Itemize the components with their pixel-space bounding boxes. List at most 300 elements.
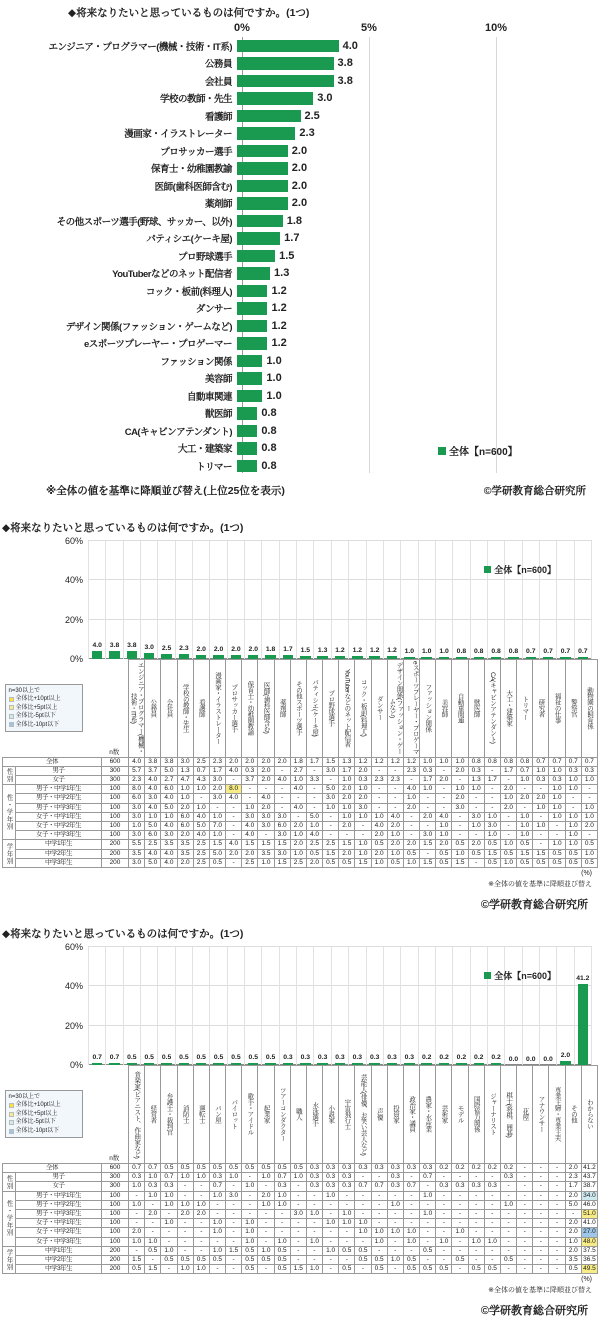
- table-cell: -: [403, 1173, 419, 1182]
- table-cell: 2.5: [306, 840, 322, 849]
- table-cell: -: [371, 1200, 387, 1209]
- row-label: 女子: [16, 1182, 102, 1191]
- table-cell: -: [161, 1265, 177, 1274]
- table-cell: 1.3: [468, 775, 484, 784]
- table-cell: -: [549, 1182, 565, 1191]
- value-label: 1.2: [335, 647, 345, 655]
- legend-label: 全体【n=600】: [449, 447, 518, 458]
- table-cell: 1.0: [500, 840, 516, 849]
- bar-track: [237, 282, 600, 300]
- column-header-text: 運転士: [197, 1105, 205, 1124]
- row-label: 中学1年生: [16, 840, 102, 849]
- column: [401, 947, 418, 1065]
- table-cell: 2.0: [468, 840, 484, 849]
- row-label: 女子・中学3年生: [16, 1237, 102, 1246]
- table-cell: 0.8: [484, 757, 500, 766]
- table-cell: 1.0: [565, 831, 581, 840]
- table-cell: 0.5: [452, 1255, 468, 1264]
- bar-track: [237, 230, 600, 248]
- table-cell: 0.3: [387, 1173, 403, 1182]
- table-cell: -: [452, 1219, 468, 1228]
- column-header-text: 大工・建築家: [505, 690, 513, 726]
- bar: [421, 1063, 431, 1065]
- n-value: 100: [102, 785, 129, 794]
- table-cell: 0.3: [339, 1173, 355, 1182]
- value-label: 0.3: [352, 1054, 363, 1062]
- table-cell: 1.0: [452, 1228, 468, 1237]
- table-cell: 1.0: [339, 812, 355, 821]
- bar-row: [0, 265, 600, 283]
- table-cell: 1.0: [517, 775, 533, 784]
- value-label: 3.8: [109, 642, 120, 650]
- table-cell: 0.5: [484, 840, 500, 849]
- row-label: 男子・中学2年生: [16, 1200, 102, 1209]
- table-cell: -: [339, 1237, 355, 1246]
- table-cell: 0.5: [274, 1255, 290, 1264]
- bar: [237, 390, 262, 403]
- column-header: [193, 659, 209, 757]
- table-cell: -: [387, 1237, 403, 1246]
- table-cell: -: [339, 1228, 355, 1237]
- value-label: 1.2: [271, 284, 287, 297]
- table-cell: 8.0: [226, 785, 242, 794]
- table-cell: -: [226, 1228, 242, 1237]
- table-cell: -: [387, 1246, 403, 1255]
- bar: [144, 1063, 154, 1065]
- row-label: 女子: [16, 775, 102, 784]
- table-cell: -: [500, 812, 516, 821]
- table-cell: 3.0: [274, 812, 290, 821]
- table-cell: -: [387, 803, 403, 812]
- table-cell: -: [274, 785, 290, 794]
- table-cell: 0.3: [323, 1173, 339, 1182]
- table-cell: -: [371, 1191, 387, 1200]
- table-cell: 1.0: [565, 840, 581, 849]
- bar-track: [237, 37, 600, 55]
- column: [367, 541, 384, 659]
- y-tick-20: 20%: [64, 1020, 83, 1031]
- row-label: 中学2年生: [16, 1255, 102, 1264]
- category-label: 自動車関連: [186, 391, 232, 403]
- bar: [560, 1061, 570, 1065]
- table-cell: 1.0: [339, 803, 355, 812]
- bar: [317, 1063, 327, 1065]
- table-cell: -: [355, 831, 371, 840]
- table-cell: 1.0: [323, 1246, 339, 1255]
- table-row: [3, 1209, 598, 1218]
- table-cell: 4.0: [193, 831, 209, 840]
- column-header: [209, 659, 225, 757]
- n-value: 600: [102, 1163, 129, 1172]
- value-label: 0.0: [526, 1055, 536, 1063]
- table-cell: 1.0: [177, 1265, 193, 1274]
- bar-track: [237, 387, 600, 405]
- table-cell: -: [161, 1209, 177, 1218]
- column: [471, 541, 488, 659]
- table-cell: 0.7: [145, 1163, 161, 1172]
- table-cell: 2.0: [565, 1246, 581, 1255]
- column: [557, 947, 574, 1065]
- table-cell: -: [290, 1228, 306, 1237]
- column: [314, 541, 331, 659]
- table-cell: -: [193, 1237, 209, 1246]
- table-cell: 1.0: [339, 1209, 355, 1218]
- table-cell: -: [436, 794, 452, 803]
- table-row: [3, 1182, 598, 1191]
- table-cell: 3.0: [452, 803, 468, 812]
- category-label: ダンサー: [195, 304, 232, 316]
- table-cell: -: [290, 1191, 306, 1200]
- table-cell: 1.5: [226, 1246, 242, 1255]
- table-cell: 0.3: [161, 1182, 177, 1191]
- column-header: [436, 659, 452, 757]
- n-value: 100: [102, 821, 129, 830]
- legend: [484, 969, 556, 982]
- column-header: [387, 659, 403, 757]
- table-cell: 1.0: [452, 849, 468, 858]
- table-cell: -: [177, 1237, 193, 1246]
- column-header-text: 投資家: [391, 1105, 399, 1124]
- bar: [237, 75, 334, 88]
- bar: [237, 40, 339, 53]
- table-cell: 3.0: [129, 831, 145, 840]
- table-cell: -: [371, 803, 387, 812]
- category-label: その他スポーツ選手(野球、サッカー、以外): [56, 216, 232, 228]
- table-cell: 1.0: [209, 1246, 225, 1255]
- column-header: [355, 659, 371, 757]
- table-cell: -: [226, 821, 242, 830]
- table-cell: -: [517, 1246, 533, 1255]
- table-cell: 4.0: [145, 803, 161, 812]
- column-header-text: 花屋: [521, 1108, 529, 1121]
- table-cell: -: [549, 1237, 565, 1246]
- table-cell: -: [355, 1209, 371, 1218]
- table-cell: 1.5: [145, 1265, 161, 1274]
- n-value: 100: [102, 1219, 129, 1228]
- column: [193, 541, 210, 659]
- column: [419, 541, 436, 659]
- table-cell: 1.0: [403, 794, 419, 803]
- table-cell: 1.0: [517, 821, 533, 830]
- bar-row: [0, 160, 600, 178]
- table-cell: -: [145, 1200, 161, 1209]
- table-cell: -: [533, 1173, 549, 1182]
- table-cell: 4.0: [258, 794, 274, 803]
- value-label: 3.8: [337, 57, 353, 70]
- table-cell: 2.0: [355, 766, 371, 775]
- table-cell: 1.0: [549, 785, 565, 794]
- column: [401, 541, 418, 659]
- table-cell: 49.5: [583, 1265, 596, 1273]
- table-cell: -: [306, 766, 322, 775]
- credit: ©学研教育総合研究所: [483, 484, 586, 497]
- column-header-text: モデル: [456, 1105, 464, 1124]
- bar: [421, 657, 431, 659]
- table-cell: -: [500, 1246, 516, 1255]
- table-cell: 0.3: [420, 1163, 436, 1172]
- table-cell: 0.3: [484, 1182, 500, 1191]
- table-row: [3, 1228, 598, 1237]
- table-cell: 3.0: [484, 821, 500, 830]
- n-value: 100: [102, 794, 129, 803]
- column-header: [371, 1065, 387, 1163]
- value-label: 0.8: [508, 647, 519, 655]
- threshold-legend-label: 全体比-5pt以下: [15, 713, 56, 719]
- table-cell: 2.5: [242, 858, 258, 867]
- table-cell: -: [452, 1191, 468, 1200]
- table-cell: 38.7: [583, 1182, 596, 1190]
- column-header-text: 専業主婦・専業主夫: [553, 1087, 561, 1142]
- table-cell: 0.5: [161, 1163, 177, 1172]
- table-cell: -: [484, 1246, 500, 1255]
- table-cell: 1.0: [242, 1182, 258, 1191]
- table-cell: -: [339, 1191, 355, 1200]
- column-header-text: 獣医師: [472, 699, 480, 717]
- table-cell: 0.5: [355, 1246, 371, 1255]
- sort-note: ※全体の値を基準に降順並び替え: [488, 1287, 592, 1295]
- table-cell: 1.7: [209, 766, 225, 775]
- value-label: 0.8: [491, 647, 501, 655]
- table-cell: 1.0: [258, 1200, 274, 1209]
- table-cell: 1.0: [533, 803, 549, 812]
- column-header: [468, 659, 484, 757]
- value-label: 2.3: [179, 644, 189, 652]
- table-cell: -: [209, 1200, 225, 1209]
- table-cell: -: [533, 1219, 549, 1228]
- table-cell: 1.0: [436, 831, 452, 840]
- legend-swatch-icon: [9, 1103, 14, 1108]
- column-header: [258, 659, 274, 757]
- table-corner: [3, 1065, 102, 1163]
- table-cell: -: [242, 1200, 258, 1209]
- table-cell: -: [290, 1237, 306, 1246]
- value-label: 1.8: [286, 214, 303, 227]
- column-header: [387, 1065, 403, 1163]
- table-cell: 1.5: [209, 840, 225, 849]
- column: [228, 541, 245, 659]
- bar: [161, 654, 171, 659]
- table-cell: -: [533, 1191, 549, 1200]
- table-cell: 4.0: [145, 775, 161, 784]
- value-label: 1.0: [266, 389, 282, 402]
- table-cell: -: [452, 831, 468, 840]
- plot-area: [64, 535, 592, 664]
- value-label: 0.8: [261, 424, 277, 437]
- table-cell: -: [549, 1246, 565, 1255]
- value-label: 1.5: [300, 646, 311, 654]
- y-tick-20: 20%: [64, 614, 83, 625]
- table-body: [3, 757, 598, 867]
- group-label: [3, 840, 16, 868]
- table-cell: -: [323, 775, 339, 784]
- table-cell: -: [323, 812, 339, 821]
- table-cell: -: [258, 785, 274, 794]
- survey-chart-breakdown-2: [0, 918, 600, 1320]
- table-cell: 1.5: [517, 849, 533, 858]
- table-cell: 2.0: [371, 849, 387, 858]
- table-cell: 3.7: [145, 766, 161, 775]
- value-label: 1.2: [369, 647, 380, 655]
- value-label: 0.3: [369, 1054, 380, 1062]
- column-header: [339, 659, 355, 757]
- row-label: 中学1年生: [16, 1246, 102, 1255]
- value-label: 1.0: [266, 372, 282, 385]
- table-cell: 0.5: [500, 849, 516, 858]
- bar: [237, 285, 267, 298]
- n-label: n数: [109, 748, 120, 756]
- table-cell: 4.0: [242, 831, 258, 840]
- column-header-text: 漫画家・イラストレーター: [214, 672, 222, 744]
- table-cell: 1.2: [355, 757, 371, 766]
- y-tick-0: 0%: [69, 1059, 83, 1070]
- n-value: 200: [102, 1246, 129, 1255]
- table-cell: -: [468, 1173, 484, 1182]
- table-cell: 1.0: [323, 803, 339, 812]
- table-cell: 3.0: [242, 812, 258, 821]
- bar-row: [0, 125, 600, 143]
- table-cell: 0.7: [129, 1163, 145, 1172]
- table-cell: 4.0: [290, 803, 306, 812]
- table-cell: -: [306, 1228, 322, 1237]
- n-value: 300: [102, 1182, 129, 1191]
- value-label: 0.2: [491, 1054, 501, 1062]
- table-cell: 41.2: [583, 1163, 596, 1171]
- table-cell: -: [420, 1200, 436, 1209]
- bar-row: [0, 282, 600, 300]
- table-cell: -: [420, 1182, 436, 1191]
- column: [262, 947, 279, 1065]
- table-cell: -: [355, 1191, 371, 1200]
- column: [124, 947, 141, 1065]
- table-cell: 2.0: [177, 858, 193, 867]
- y-tick-60: 60%: [64, 941, 83, 952]
- table-row: [3, 775, 598, 784]
- table-cell: -: [500, 831, 516, 840]
- n-value: 200: [102, 1255, 129, 1264]
- bar-row: [0, 195, 600, 213]
- table-cell: 27.0: [583, 1228, 596, 1236]
- column: [210, 541, 227, 659]
- row-label: 女子・中学2年生: [16, 821, 102, 830]
- n-value: 100: [102, 1228, 129, 1237]
- table-cell: -: [242, 1209, 258, 1218]
- n-value: 100: [102, 812, 129, 821]
- table-cell: 1.0: [339, 775, 355, 784]
- table-row: [3, 794, 598, 803]
- table-cell: 1.0: [500, 1200, 516, 1209]
- table-cell: 2.0: [565, 1163, 581, 1172]
- table-cell: -: [500, 1265, 516, 1274]
- table-cell: 1.5: [129, 1255, 145, 1264]
- n-value: 100: [102, 1237, 129, 1246]
- bar: [196, 655, 206, 659]
- column-header: [533, 1065, 549, 1163]
- table-cell: 2.0: [452, 766, 468, 775]
- column-header: [323, 659, 339, 757]
- bar: [196, 1063, 206, 1065]
- table-cell: -: [306, 803, 322, 812]
- table-cell: -: [549, 1219, 565, 1228]
- value-label: 0.5: [196, 1054, 206, 1062]
- column: [280, 947, 297, 1065]
- table-cell: -: [323, 1228, 339, 1237]
- table-cell: -: [484, 1219, 500, 1228]
- table-cell: -: [226, 1255, 242, 1264]
- table-cell: -: [226, 1237, 242, 1246]
- table-row: [3, 1255, 598, 1264]
- table-cell: 1.0: [339, 1219, 355, 1228]
- n-label: n数: [109, 1154, 120, 1162]
- table-cell: 1.0: [323, 1191, 339, 1200]
- column-header-text: 保育士・幼稚園教諭: [246, 681, 254, 735]
- table-cell: -: [581, 794, 597, 803]
- column: [89, 947, 106, 1065]
- table-cell: 2.0: [339, 849, 355, 858]
- bar-row: [0, 107, 600, 125]
- column-header: [145, 1065, 161, 1163]
- table-cell: 0.5: [517, 858, 533, 867]
- column-header: [500, 659, 516, 757]
- column-header: [452, 1065, 468, 1163]
- table-cell: -: [290, 812, 306, 821]
- table-cell: 0.2: [468, 1163, 484, 1172]
- column-header: [420, 659, 436, 757]
- table-cell: 0.5: [420, 1265, 436, 1274]
- table-cell: -: [533, 1265, 549, 1274]
- table-cell: 1.0: [145, 1191, 161, 1200]
- value-label: 0.8: [261, 407, 277, 420]
- table-cell: 3.0: [209, 775, 225, 784]
- table-cell: 1.5: [355, 858, 371, 867]
- table-cell: -: [452, 1237, 468, 1246]
- table-cell: -: [436, 1219, 452, 1228]
- table-cell: -: [420, 821, 436, 830]
- table-cell: 1.0: [452, 785, 468, 794]
- table-cell: -: [129, 1209, 145, 1218]
- n-value: 100: [102, 803, 129, 812]
- table-cell: -: [355, 1173, 371, 1182]
- bar-track: [237, 212, 600, 230]
- category-label: デザイン関係(ファッション・ゲームなど): [65, 321, 232, 333]
- table-cell: 1.5: [242, 840, 258, 849]
- bar-track: [237, 177, 600, 195]
- n-column-header: [102, 659, 129, 757]
- bar-track: [237, 265, 600, 283]
- column-header: [129, 1065, 145, 1163]
- table-cell: 0.5: [484, 1265, 500, 1274]
- table-cell: 1.0: [581, 812, 597, 821]
- table-cell: 0.5: [209, 858, 225, 867]
- table-cell: 0.7: [193, 766, 209, 775]
- value-label: 0.3: [335, 1054, 345, 1062]
- bar-row: [0, 335, 600, 353]
- table-cell: -: [193, 1228, 209, 1237]
- table-cell: 0.8: [500, 757, 516, 766]
- group-label-text: 性・学年別: [5, 793, 13, 831]
- table-cell: -: [533, 785, 549, 794]
- table-cell: 3.8: [145, 757, 161, 766]
- chart-title: ◆将来なりたいと思っているものは何ですか。(1つ): [68, 7, 310, 19]
- value-label: 2.0: [291, 162, 308, 175]
- bar: [578, 984, 588, 1065]
- table-cell: 46.0: [583, 1200, 596, 1208]
- table-cell: 0.5: [371, 840, 387, 849]
- table-cell: 0.7: [161, 1173, 177, 1182]
- table-cell: -: [468, 831, 484, 840]
- table-cell: 1.0: [420, 785, 436, 794]
- table-cell: 1.5: [484, 849, 500, 858]
- bar: [369, 656, 379, 658]
